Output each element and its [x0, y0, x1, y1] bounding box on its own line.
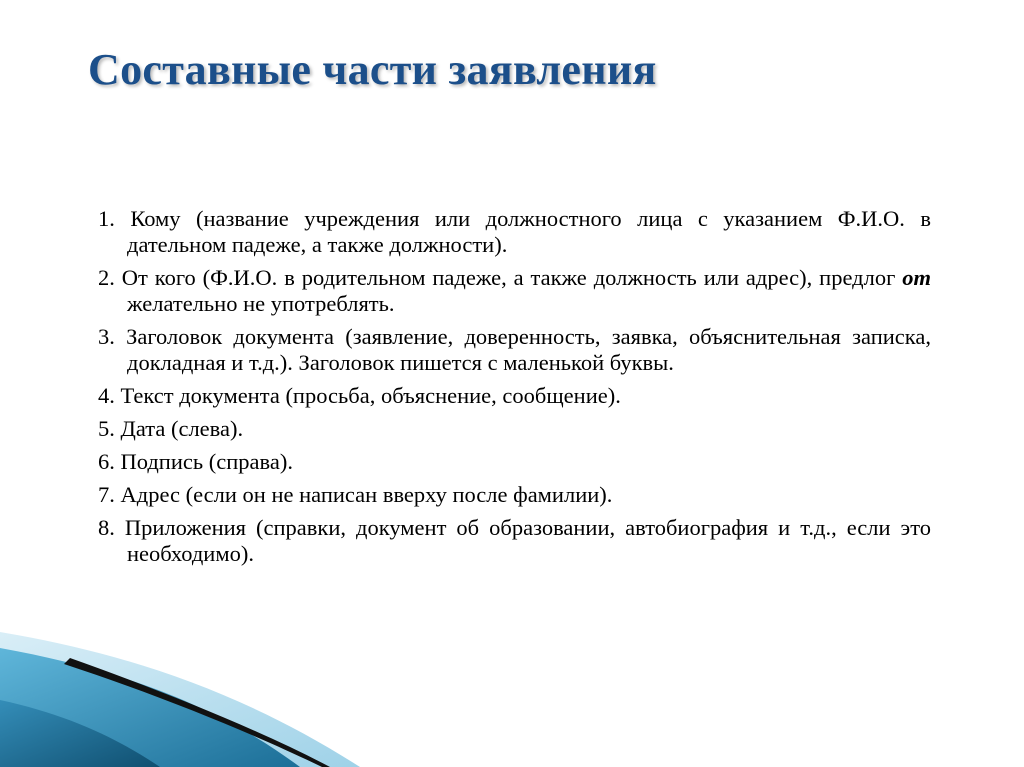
list-item: 3. Заголовок документа (заявление, доверенность, заявка, объяснительная записка, докладная и т.д.). Заголовок пишется с маленькой буквы.	[98, 324, 931, 375]
decor-black-edge	[64, 658, 330, 767]
list-item: 4. Текст документа (просьба, объяснение, сообщение).	[98, 383, 621, 408]
list-item: 5. Дата (слева).	[98, 416, 244, 441]
list-item: 1. Кому (название учреждения или должностного лица с указанием Ф.И.О. в дательном падеже, а также должности).	[98, 206, 931, 257]
emphasized-word: от	[902, 265, 931, 290]
decor-mid-band	[0, 648, 300, 767]
decor-light-band	[0, 632, 360, 767]
list-item: 8. Приложения (справки, документ об образовании, автобиография и т.д., если это необходимо).	[98, 515, 931, 566]
list-item: 6. Подпись (справа).	[98, 449, 293, 474]
list-item: 7. Адрес (если он не написан вверху после фамилии).	[98, 482, 613, 507]
components-list	[98, 206, 931, 574]
slide-title: Составные части заявления	[88, 45, 657, 94]
list-item-text: 2. От кого (Ф.И.О. в родительном падеже, а также должность или адрес), предлог	[98, 265, 903, 290]
list-item-text: желательно не употреблять.	[127, 291, 395, 316]
decor-dark-band	[0, 700, 160, 767]
list-item	[98, 265, 931, 317]
